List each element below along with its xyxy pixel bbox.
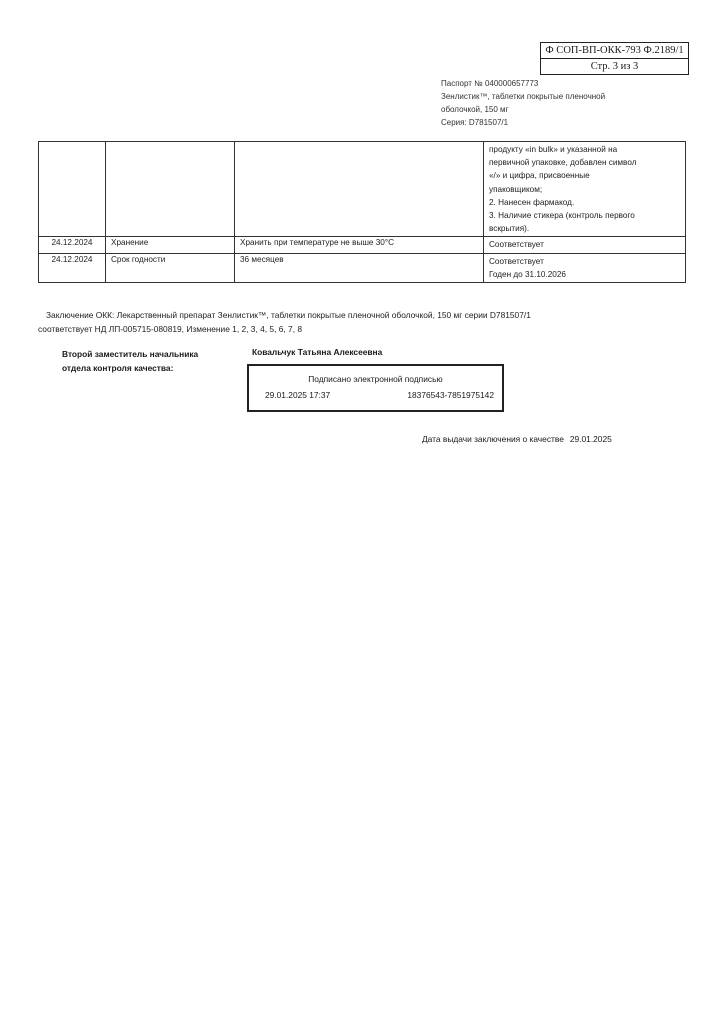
result-line: вскрытия). [489, 224, 530, 234]
table-row [39, 253, 686, 282]
result-cell [484, 237, 686, 253]
esignature-id: 18376543-7851975142 [407, 390, 494, 400]
date-cell: 24.12.2024 [39, 253, 106, 282]
conclusion-line2: соответствует НД ЛП-005715-080819, Изменение 1, 2, 3, 4, 5, 6, 7, 8 [38, 324, 303, 334]
result-line: Соответствует [489, 256, 544, 266]
document-form-stamp [540, 42, 689, 75]
result-line: 3. Наличие стикера (контроль первого [489, 211, 635, 221]
result-line: Годен до 31.10.2026 [489, 269, 566, 279]
esignature-label: Подписано электронной подписью [308, 374, 443, 384]
issue-date-label: Дата выдачи заключения о качестве [422, 434, 564, 444]
esignature-datetime: 29.01.2025 17:37 [265, 390, 331, 400]
test-cell [106, 142, 235, 237]
result-cell [484, 253, 686, 282]
product-name-line2: оболочкой, 150 мг [441, 105, 509, 114]
result-cell [484, 142, 686, 237]
form-code: Ф СОП-ВП-ОКК-793 Ф.2189/1 [541, 43, 688, 59]
result-line: 2. Нанесен фармакод. [489, 197, 575, 207]
table-row-continued [39, 142, 686, 237]
requirement-cell: 36 месяцев [235, 253, 484, 282]
series-number: Серия: D781507/1 [441, 118, 509, 127]
signer-name: Ковальчук Татьяна Алексеевна [252, 347, 383, 357]
result-line: упаковщиком; [489, 184, 543, 194]
electronic-signature-box [247, 364, 504, 412]
signer-title-line1: Второй заместитель начальника [62, 349, 199, 359]
product-name-line1: Зенлистик™, таблетки покрытые пленочной [441, 92, 606, 101]
signer-title [62, 347, 198, 375]
page-number: Стр. 3 из 3 [590, 61, 639, 72]
signer-title-line2: отдела контроля качества: [62, 363, 174, 373]
table-row [39, 237, 686, 253]
date-cell: 24.12.2024 [39, 237, 106, 253]
result-line: продукту «in bulk» и указанной на [489, 145, 618, 154]
issue-date-line [422, 434, 612, 444]
quality-conclusion [38, 308, 531, 336]
test-cell: Срок годности [106, 253, 235, 282]
requirement-cell: Хранить при температуре не выше 30°C [235, 237, 484, 253]
test-cell: Хранение [106, 237, 235, 253]
conclusion-line1: Заключение ОКК: Лекарственный препарат Зенлистик™, таблетки покрытые пленочной оболочкой, 150 мг серии D781507/1 [46, 310, 531, 320]
result-line: Соответствует [489, 240, 544, 250]
result-line: первичной упаковке, добавлен символ [489, 158, 637, 168]
date-cell [39, 142, 106, 237]
passport-number: Паспорт № 040000657773 [441, 79, 539, 88]
issue-date: 29.01.2025 [569, 434, 612, 444]
passport-header [441, 77, 605, 129]
requirement-cell [235, 142, 484, 237]
test-results-table [38, 141, 686, 283]
result-line: «/» и цифра, присвоенные [489, 171, 590, 181]
